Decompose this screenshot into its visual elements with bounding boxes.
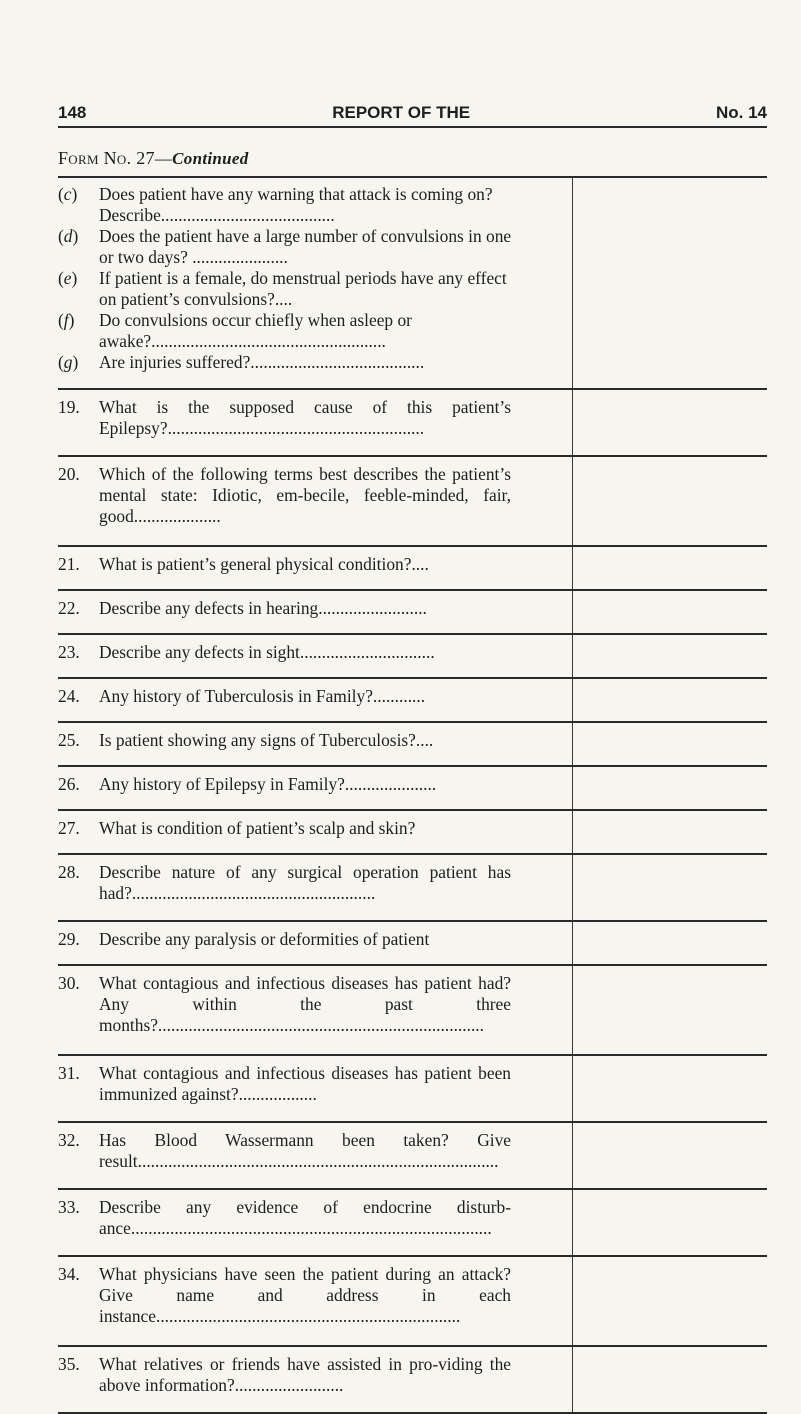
question-text: What contagious and infectious diseases has patient been immunized against?.................. [99, 1063, 511, 1104]
subitem-letter: d [63, 226, 73, 246]
subitem-text: Do convulsions occur chiefly when asleep or awake?...................................................... [99, 310, 412, 351]
answer-field[interactable] [515, 1190, 767, 1255]
answer-field[interactable] [515, 178, 767, 388]
table-row-q34 [58, 1257, 767, 1347]
table-row-q32 [58, 1123, 767, 1190]
table-row-q31 [58, 1056, 767, 1123]
question-number: 23. [58, 642, 80, 662]
question-text: What contagious and infectious diseases has patient had? Any within the past three months?........................................................................... [99, 973, 511, 1035]
form-name: Form No. 27 [58, 148, 155, 168]
question-text: Has Blood Wassermann been taken? Give result................................................................................... [99, 1130, 511, 1171]
answer-field[interactable] [515, 1347, 767, 1412]
answer-field[interactable] [515, 855, 767, 920]
page-number: 148 [58, 103, 87, 122]
question-text: Is patient showing any signs of Tuberculosis?.... [99, 730, 434, 750]
question-number: 24. [58, 686, 80, 706]
subitem-list [58, 184, 514, 373]
table-row-q19 [58, 390, 767, 457]
table-row-subitems [58, 178, 767, 390]
table-row-q25 [58, 723, 767, 767]
question-text: What relatives or friends have assisted in pro-viding the above information?......................... [99, 1354, 511, 1395]
question-text: Any history of Tuberculosis in Family?............ [99, 686, 426, 706]
table-row-q29 [58, 922, 767, 966]
answer-field[interactable] [515, 457, 767, 545]
question-text: What is condition of patient’s scalp and skin? [99, 818, 416, 838]
subitem-text: If patient is a female, do menstrual periods have any effect on patient’s convulsions?.... [99, 268, 507, 309]
answer-field[interactable] [515, 1123, 767, 1188]
question-number: 32. [58, 1130, 80, 1150]
form-title [58, 148, 249, 169]
question-number: 35. [58, 1354, 80, 1374]
question-text: Describe nature of any surgical operation patient has had?........................................................ [99, 862, 511, 903]
answer-field[interactable] [515, 922, 767, 964]
table-row-q27 [58, 811, 767, 855]
question-number: 19. [58, 397, 80, 417]
answer-field[interactable] [515, 723, 767, 765]
subitem-d: (d) Does the patient have a large number of convulsions in one or two days? ...................... [58, 226, 514, 268]
question-text: Which of the following terms best describes the patient’s mental state: Idiotic, em-becile, feeble-minded, fair, good.................... [99, 464, 511, 526]
question-number: 28. [58, 862, 80, 882]
table-row-q20 [58, 457, 767, 547]
running-head [58, 103, 767, 123]
subitem-e: (e) If patient is a female, do menstrual periods have any effect on patient’s convulsions?.... [58, 268, 514, 310]
question-text: Describe any defects in sight............................... [99, 642, 435, 662]
question-text: Describe any defects in hearing......................... [99, 598, 427, 618]
answer-field[interactable] [515, 635, 767, 677]
table-row-q35 [58, 1347, 767, 1414]
question-number: 21. [58, 554, 80, 574]
header-rule [58, 126, 767, 128]
table-row-q33 [58, 1190, 767, 1257]
issue-number: No. 14 [715, 103, 767, 122]
form-dash: — [154, 149, 173, 168]
answer-field[interactable] [515, 390, 767, 455]
question-text: Describe any paralysis or deformities of patient [99, 929, 430, 949]
table-row-q23 [58, 635, 767, 679]
answer-field[interactable] [515, 767, 767, 809]
question-number: 29. [58, 929, 80, 949]
table-row-q30 [58, 966, 767, 1056]
question-text: What physicians have seen the patient during an attack? Give name and address in each instance...................................................................... [99, 1264, 511, 1326]
question-text: Any history of Epilepsy in Family?..................... [99, 774, 437, 794]
subitem-letter: e [63, 268, 72, 288]
question-number: 22. [58, 598, 80, 618]
table-row-q22 [58, 591, 767, 635]
subitem-f: (f) Do convulsions occur chiefly when asleep or awake?...................................................... [58, 310, 514, 352]
question-number: 20. [58, 464, 80, 484]
question-number: 25. [58, 730, 80, 750]
question-number: 30. [58, 973, 80, 993]
question-number: 33. [58, 1197, 80, 1217]
subitem-c: (c) Does patient have any warning that attack is coming on? Describe........................................ [58, 184, 514, 226]
question-number: 34. [58, 1264, 80, 1284]
table-row-q26 [58, 767, 767, 811]
answer-field[interactable] [515, 547, 767, 589]
table-row-q28 [58, 855, 767, 922]
form-table [58, 176, 767, 1414]
subitem-text: Does the patient have a large number of convulsions in one or two days? ...................... [99, 226, 512, 267]
question-text: What is the supposed cause of this patient’s Epilepsy?........................................................... [99, 397, 511, 438]
question-number: 27. [58, 818, 80, 838]
subitem-letter: f [63, 310, 69, 330]
answer-field[interactable] [515, 811, 767, 853]
subitem-text: Does patient have any warning that attack is coming on? Describe........................................ [99, 184, 493, 225]
question-text: Describe any evidence of endocrine disturb-ance................................................................................... [99, 1197, 511, 1238]
page-title: REPORT OF THE [332, 103, 471, 122]
form-continued: Continued [172, 149, 249, 168]
question-number: 31. [58, 1063, 80, 1083]
answer-field[interactable] [515, 679, 767, 721]
answer-field[interactable] [515, 966, 767, 1054]
subitem-text: Are injuries suffered?........................................ [99, 352, 425, 372]
question-text: What is patient’s general physical condition?.... [99, 554, 429, 574]
subitem-g: (g) Are injuries suffered?........................................ [58, 352, 514, 373]
answer-field[interactable] [515, 1257, 767, 1345]
answer-field[interactable] [515, 591, 767, 633]
subitem-letter: g [63, 352, 73, 372]
table-row-q21 [58, 547, 767, 591]
table-row-q24 [58, 679, 767, 723]
question-number: 26. [58, 774, 80, 794]
subitem-letter: c [63, 184, 72, 204]
answer-field[interactable] [515, 1056, 767, 1121]
